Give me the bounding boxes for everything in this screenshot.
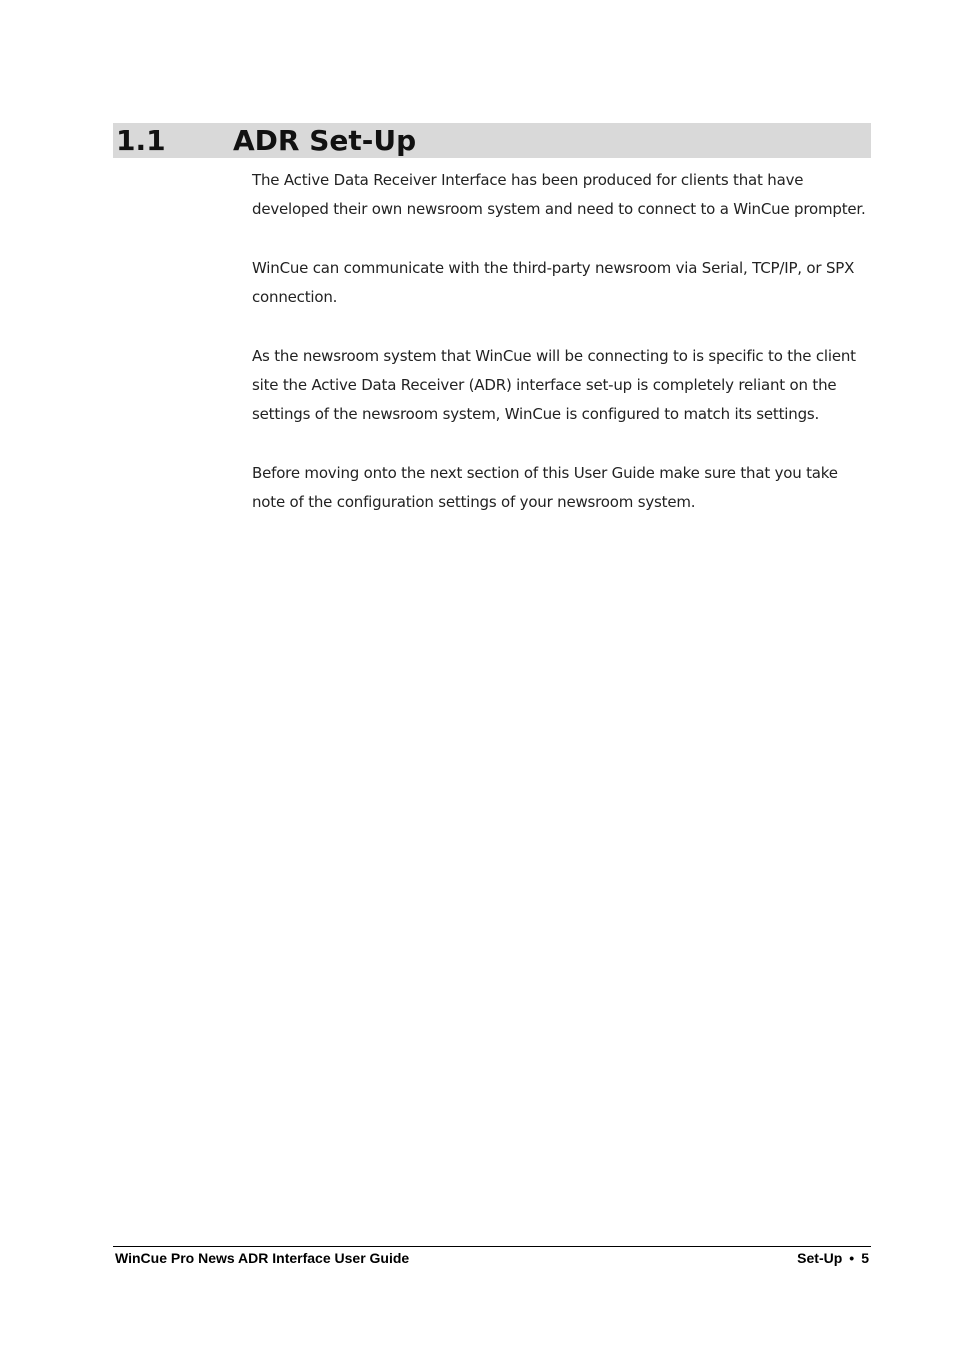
footer-document-title: WinCue Pro News ADR Interface User Guide — [115, 1250, 410, 1266]
paragraph-settings: As the newsroom system that WinCue will be connecting to is specific to the client site the Active Data Receiver (ADR) interface set-up is completely reliant on the settings of the newsroom system, WinCue is configured to match its settings. — [252, 346, 856, 424]
footer-separator: • — [849, 1250, 855, 1266]
paragraph-note: Before moving onto the next section of this User Guide make sure that you take note of the configuration settings of your newsroom system. — [252, 463, 838, 512]
footer-page-number: 5 — [861, 1250, 869, 1266]
paragraph-connection: WinCue can communicate with the third-party newsroom via Serial, TCP/IP, or SPX connection. — [252, 258, 855, 307]
paragraph-intro: The Active Data Receiver Interface has been produced for clients that have developed their own newsroom system and need to connect to a WinCue prompter. — [252, 171, 866, 219]
footer-page-info — [797, 1250, 869, 1266]
section-title: ADR Set-Up — [233, 124, 417, 157]
footer-chapter: Set-Up — [797, 1250, 843, 1266]
section-heading — [113, 123, 871, 158]
footer-divider — [113, 1246, 871, 1247]
body-text — [252, 166, 872, 547]
page-footer — [115, 1250, 869, 1266]
section-number: 1.1 — [116, 124, 166, 157]
